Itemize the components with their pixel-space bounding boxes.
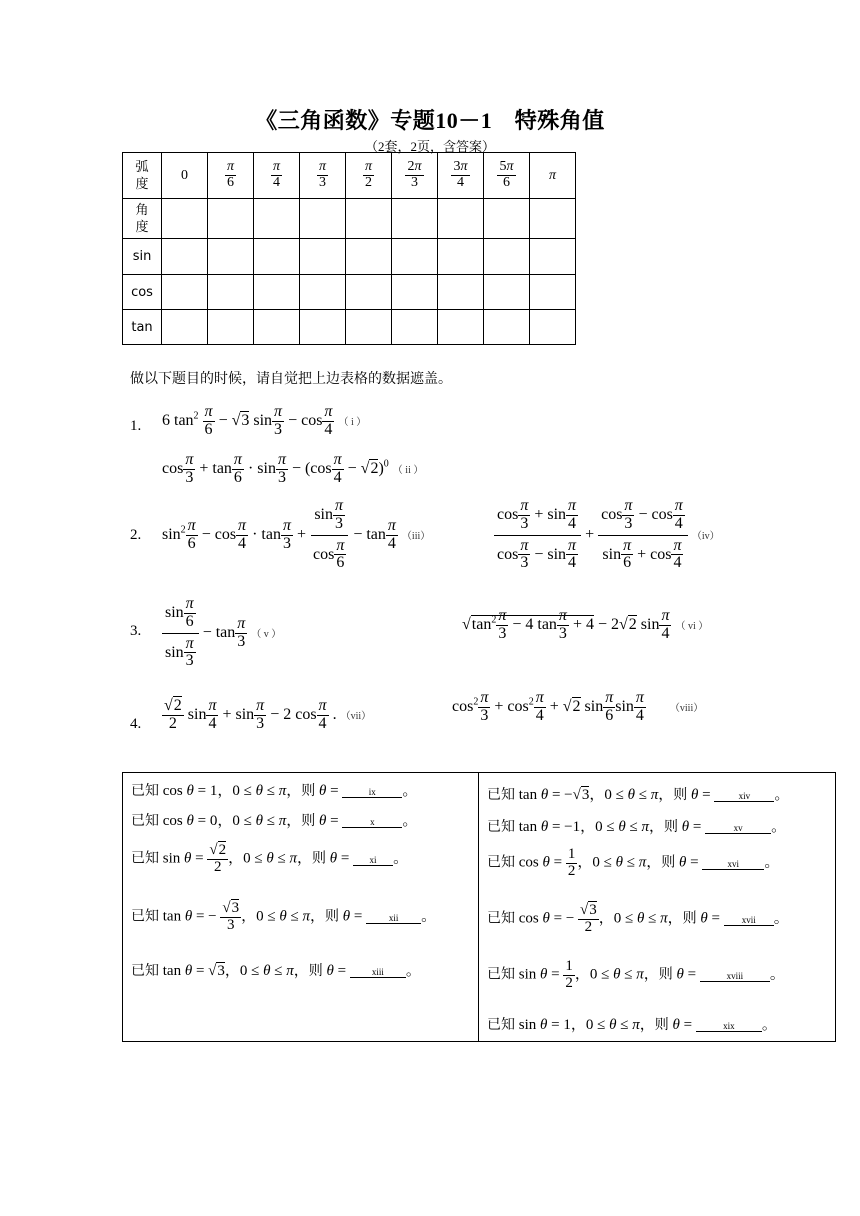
fill-item: 已知 cos θ = $\frac{1}{2}$ ，0 ≤ θ ≤ π，则 θ = xvi 。 [487, 846, 780, 879]
table-cell: π [530, 153, 576, 199]
column-divider [478, 773, 479, 1041]
answer-blank[interactable]: xi [353, 855, 393, 866]
problem-4b-expr: $\cos^2$ $\frac{\pi}{3}$ + $\cos^2$ $\frac{\pi}{4}$ + √2 sin $\frac{\pi}{6}$ sin $\frac{\pi}{4}$ （viii） [452, 689, 704, 724]
special-angle-table [122, 152, 576, 345]
fill-item: 已知 cos θ = 1，0 ≤ θ ≤ π，则 θ = ix 。 [131, 783, 418, 799]
table-cell: $\frac{2\pi}{3}$ [392, 153, 438, 199]
row-header-sin: sin [123, 239, 162, 275]
problem-2-expr: $\sin^2$ $\frac{\pi}{6}$ − cos $\frac{\pi}{4}$ · tan $\frac{\pi}{3}$ + sin $\frac{\pi}{3}$ cos $\frac{\pi}{6}$ − tan $\frac{\pi}{4}$ （iii） [162, 497, 431, 572]
answer-blank[interactable]: xiv [714, 791, 774, 802]
problem-4-expr: $\frac{√2}{2}$ sin $\frac{\pi}{4}$ + sin $\frac{\pi}{3}$ − 2 cos $\frac{\pi}{4}$ . （vii） [164, 697, 372, 732]
answer-blank[interactable]: xviii [700, 971, 770, 982]
fill-item: 已知 sin θ = $\frac{1}{2}$ ，0 ≤ θ ≤ π，则 θ = xviii 。 [487, 958, 785, 991]
page-title: 《三角函数》专题10－1 特殊角值 [255, 108, 605, 133]
answer-blank[interactable]: xvi [702, 859, 764, 870]
page-subtitle: （2套，2页，含答案） [364, 139, 495, 154]
fill-in-box [122, 772, 836, 1042]
instruction-note: 做以下题目的时候，请自觉把上边表格的数据遮盖。 [130, 371, 452, 387]
problem-number: 3. [130, 623, 142, 639]
table-cell: 0 [162, 153, 208, 199]
answer-blank[interactable]: xii [366, 913, 421, 924]
row-header-radian: 弧 度 [123, 153, 162, 199]
table-cell: $\frac{\pi}{4}$ [254, 153, 300, 199]
table-row [123, 310, 576, 345]
fill-item: 已知 sin θ = 1，0 ≤ θ ≤ π，则 θ = xix 。 [487, 1017, 777, 1033]
problem-3-expr: sin $\frac{\pi}{6}$ sin $\frac{\pi}{3}$ − tan $\frac{\pi}{3}$ （ v ） [162, 596, 281, 670]
table-row [123, 153, 576, 199]
fill-item: 已知 cos θ = 0，0 ≤ θ ≤ π，则 θ = x 。 [131, 813, 418, 829]
answer-blank[interactable]: ix [342, 787, 402, 798]
fill-item: 已知 tan θ = −√3，0 ≤ θ ≤ π，则 θ = xiv 。 [487, 787, 790, 803]
table-row [123, 275, 576, 310]
answer-blank[interactable]: xix [696, 1021, 762, 1032]
answer-blank[interactable]: xv [705, 823, 771, 834]
row-header-cos: cos [123, 275, 162, 310]
row-header-tan: tan [123, 310, 162, 345]
answer-blank[interactable]: x [342, 817, 402, 828]
fill-item: 已知 cos θ = − $\frac{√3}{2}$ ，0 ≤ θ ≤ π，则 θ = xvii 。 [487, 902, 789, 935]
fill-item: 已知 tan θ = −1，0 ≤ θ ≤ π，则 θ = xv 。 [487, 819, 787, 835]
problem-number: 2. [130, 527, 142, 543]
table-row [123, 239, 576, 275]
fill-item: 已知 sin θ = $\frac{√2}{2}$ ，0 ≤ θ ≤ π，则 θ = xi 。 [131, 842, 409, 875]
table-cell: $\frac{\pi}{3}$ [300, 153, 346, 199]
table-cell: $\frac{\pi}{2}$ [346, 153, 392, 199]
problem-2b-expr: cos $\frac{\pi}{3}$ + sin $\frac{\pi}{4}$ cos $\frac{\pi}{3}$ − sin $\frac{\pi}{4}$ + cos $\frac{\pi}{3}$ − cos $\frac{\pi}{4}$ sin $\frac{\pi}{6}$ + cos $\frac{\pi}{4}$ （iv） [494, 498, 720, 572]
problem-1b-expr: cos $\frac{\pi}{3}$ + tan $\frac{\pi}{6}$ · sin $\frac{\pi}{3}$ − (cos $\frac{\pi}{4}$ − √2)$^0$ （ ii ） [162, 451, 424, 486]
table-cell: $\frac{\pi}{6}$ [208, 153, 254, 199]
fill-item: 已知 tan θ = − $\frac{√3}{3}$ ，0 ≤ θ ≤ π，则 θ = xii 。 [131, 900, 437, 933]
row-header-degree: 角 度 [123, 199, 162, 239]
answer-blank[interactable]: xiii [350, 967, 406, 978]
problem-1-expr: 6 $\tan^2$ $\frac{\pi}{6}$ − √3 sin $\frac{\pi}{3}$ − cos $\frac{\pi}{4}$ （ i ） [162, 403, 367, 438]
problem-number: 1. [130, 418, 142, 434]
answer-blank[interactable]: xvii [724, 915, 774, 926]
problem-number: 4. [130, 716, 142, 732]
fill-item: 已知 tan θ = √3，0 ≤ θ ≤ π，则 θ = xiii 。 [131, 963, 421, 979]
problem-3b-expr: $√\tan^2$ $\frac{\pi}{3}$ − 4 tan $\frac{\pi}{3}$ + 4 − 2√2 sin $\frac{\pi}{4}$ （ vi ） [462, 607, 709, 642]
table-cell: $\frac{3\pi}{4}$ [438, 153, 484, 199]
table-row [123, 199, 576, 239]
table-cell: $\frac{5\pi}{6}$ [484, 153, 530, 199]
